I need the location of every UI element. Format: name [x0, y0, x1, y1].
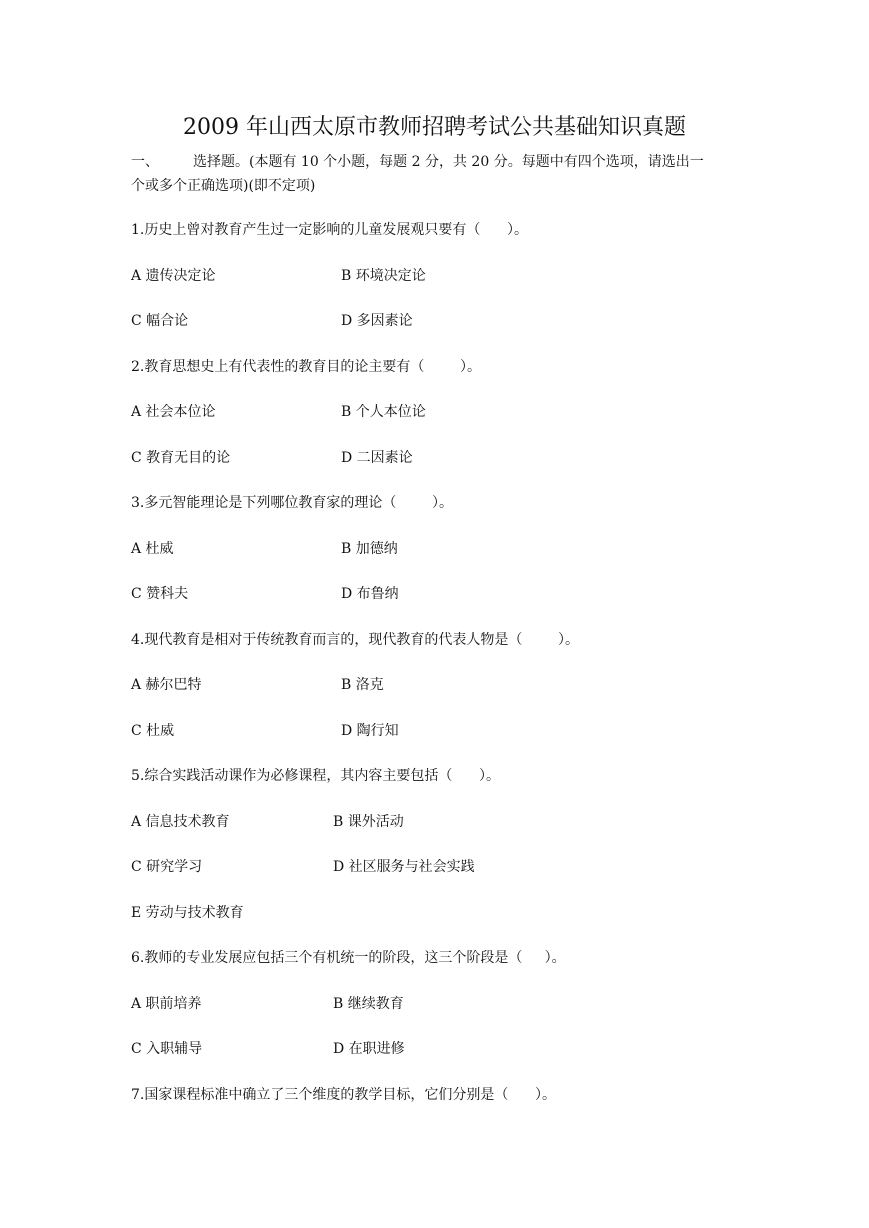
question-1-option-d: D 多因素论 [341, 313, 413, 329]
question-5: 5.综合实践活动课作为必修课程，其内容主要包括（ ）。 [131, 768, 501, 784]
question-4-option-c: C 杜威 [131, 723, 175, 739]
question-5-option-d: D 社区服务与社会实践 [333, 859, 475, 875]
question-6-option-c: C 入职辅导 [131, 1041, 203, 1057]
question-1: 1.历史上曾对教育产生过一定影响的儿童发展观只要有（ ）。 [131, 222, 529, 238]
question-1-option-c: C 幅合论 [131, 313, 189, 329]
document-title: 2009 年山西太原市教师招聘考试公共基础知识真题 [183, 115, 686, 140]
question-6-option-a: A 职前培养 [131, 996, 202, 1012]
question-4: 4.现代教育是相对于传统教育而言的，现代教育的代表人物是（ ）。 [131, 632, 579, 648]
section-instruction-text: 选择题。(本题有 10 个小题，每题 2 分，共 20 分。每题中有四个选项，请选出一 [193, 154, 704, 170]
question-6: 6.教师的专业发展应包括三个有机统一的阶段，这三个阶段是（ ）。 [131, 950, 566, 966]
question-3-option-a: A 杜威 [131, 541, 174, 557]
question-4-option-d: D 陶行知 [341, 723, 399, 739]
question-5-option-a: A 信息技术教育 [131, 814, 230, 830]
section-instruction-line1 [131, 150, 751, 174]
question-2-option-a: A 社会本位论 [131, 404, 216, 420]
question-2-option-b: B 个人本位论 [341, 404, 426, 420]
question-2-option-c: C 教育无目的论 [131, 450, 231, 466]
question-7: 7.国家课程标准中确立了三个维度的教学目标，它们分别是（ ）。 [131, 1087, 557, 1103]
question-6-option-b: B 继续教育 [333, 996, 404, 1012]
section-number: 一、 [131, 154, 159, 170]
question-1-option-b: B 环境决定论 [341, 268, 426, 284]
section-instruction-line2: 个或多个正确选项)(即不定项) [131, 178, 316, 194]
question-2-option-d: D 二因素论 [341, 450, 413, 466]
question-3-option-c: C 赞科夫 [131, 586, 189, 602]
question-6-option-d: D 在职进修 [333, 1041, 405, 1057]
question-5-option-b: B 课外活动 [333, 814, 404, 830]
question-5-option-e: E 劳动与技术教育 [131, 905, 244, 921]
question-5-option-c: C 研究学习 [131, 859, 203, 875]
question-3-option-b: B 加德纳 [341, 541, 398, 557]
question-4-option-a: A 赫尔巴特 [131, 677, 202, 693]
question-2: 2.教育思想史上有代表性的教育目的论主要有（ ）。 [131, 359, 481, 375]
question-3-option-d: D 布鲁纳 [341, 586, 399, 602]
question-3: 3.多元智能理论是下列哪位教育家的理论（ ）。 [131, 495, 453, 511]
question-1-option-a: A 遗传决定论 [131, 268, 216, 284]
question-4-option-b: B 洛克 [341, 677, 384, 693]
